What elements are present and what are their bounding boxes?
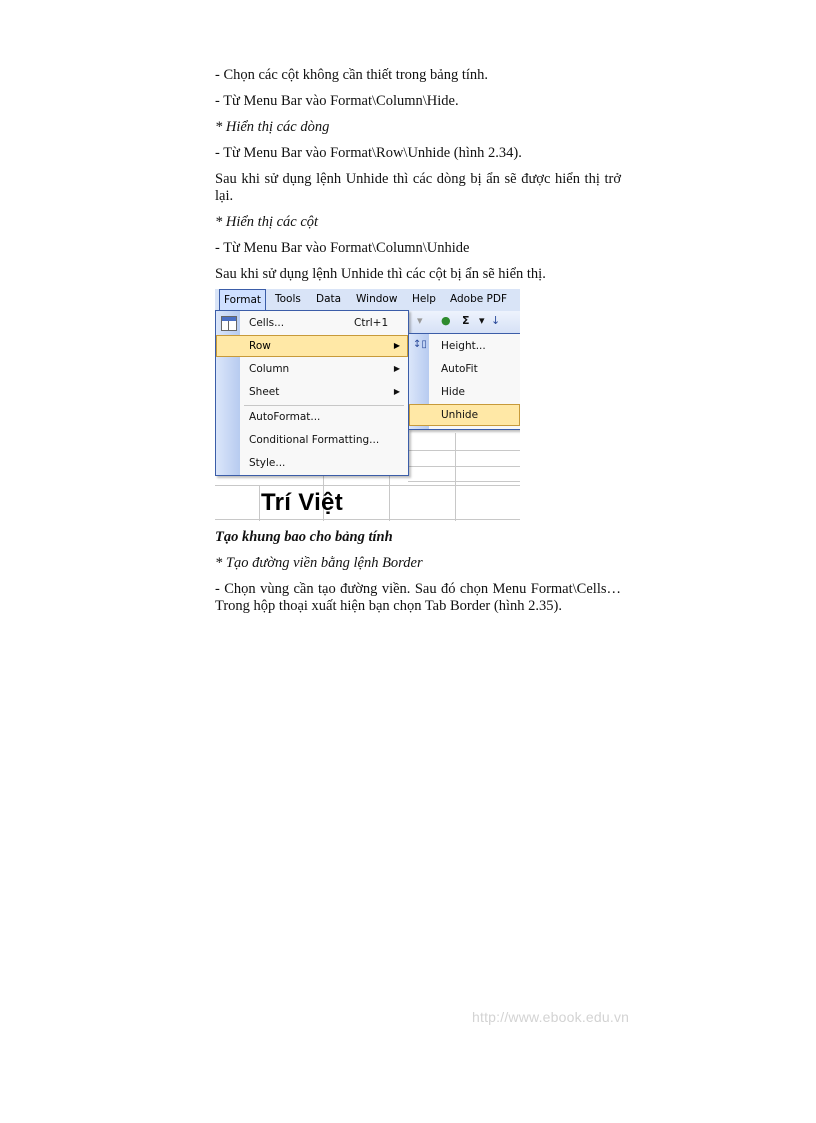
submenu-arrow-icon: ▶ bbox=[393, 341, 400, 350]
section-title: Tạo khung bao cho bảng tính bbox=[215, 529, 393, 545]
menu-item-sheet[interactable]: Sheet ▶ bbox=[216, 381, 408, 403]
row-height-icon: ↕▯ bbox=[413, 339, 427, 350]
cell-text: Trí Việt bbox=[261, 489, 343, 516]
menu-item-style[interactable]: Style... bbox=[249, 457, 286, 469]
menu-item-hide[interactable]: Hide bbox=[441, 386, 465, 398]
autosum-icon[interactable]: Σ bbox=[462, 314, 470, 327]
format-cells-icon bbox=[221, 316, 237, 331]
hyperlink-icon[interactable]: ● bbox=[441, 314, 451, 327]
text-line: Sau khi sử dụng lệnh Unhide thì các cột bị ẩn sẽ hiển thị. bbox=[215, 266, 546, 282]
dropdown-icon[interactable]: ▾ bbox=[417, 314, 423, 327]
heading-show-columns: * Hiển thị các cột bbox=[215, 214, 319, 230]
menu-item-autoformat[interactable]: AutoFormat... bbox=[249, 411, 321, 423]
submenu-arrow-icon: ▶ bbox=[393, 364, 400, 373]
text-paragraph: Sau khi sử dụng lệnh Unhide thì các dòng bị ẩn sẽ được hiển thị trở lại. bbox=[215, 171, 621, 204]
footer-url: http://www.ebook.edu.vn bbox=[472, 1009, 630, 1025]
menu-help[interactable]: Help bbox=[412, 293, 436, 305]
heading-show-rows: * Hiển thị các dòng bbox=[215, 119, 330, 135]
text-line: - Chọn các cột không cần thiết trong bảng tính. bbox=[215, 67, 489, 83]
toolbar bbox=[407, 311, 520, 334]
menu-tools[interactable]: Tools bbox=[275, 293, 301, 305]
menu-item-height[interactable]: Height... bbox=[441, 340, 486, 352]
text-line: - Từ Menu Bar vào Format\Column\Unhide bbox=[215, 240, 470, 256]
sort-ascending-icon[interactable]: ↓ bbox=[491, 314, 501, 327]
submenu-arrow-icon: ▶ bbox=[393, 387, 400, 396]
text-paragraph: - Chọn vùng cần tạo đường viền. Sau đó chọn Menu Format\Cells…Trong hộp thoại xuất hiện bạn chọn Tab Border (hình 2.35). bbox=[215, 581, 621, 614]
menu-item-autofit[interactable]: AutoFit bbox=[441, 363, 478, 375]
chevron-down-icon[interactable]: ▾ bbox=[479, 314, 485, 327]
text-line: - Từ Menu Bar vào Format\Column\Hide. bbox=[215, 93, 459, 109]
menu-window[interactable]: Window bbox=[356, 293, 398, 305]
excel-menu-screenshot bbox=[215, 289, 520, 521]
format-menu bbox=[215, 310, 409, 476]
menu-item-conditional-formatting[interactable]: Conditional Formatting... bbox=[249, 434, 380, 446]
menu-item-row[interactable]: Row ▶ bbox=[216, 335, 408, 357]
subsection-title: * Tạo đường viền bằng lệnh Border bbox=[215, 555, 423, 571]
menu-bar bbox=[215, 289, 520, 312]
menu-item-column[interactable]: Column ▶ bbox=[216, 358, 408, 380]
menu-data[interactable]: Data bbox=[316, 293, 342, 305]
row-submenu bbox=[408, 333, 520, 430]
text-line: - Từ Menu Bar vào Format\Row\Unhide (hình 2.34). bbox=[215, 145, 522, 161]
menu-item-cells[interactable]: Cells... Ctrl+1 bbox=[216, 312, 408, 334]
menu-adobe-pdf[interactable]: Adobe PDF bbox=[450, 293, 508, 305]
menu-item-unhide[interactable]: Unhide bbox=[409, 404, 520, 426]
menu-format[interactable]: Format bbox=[219, 289, 266, 310]
